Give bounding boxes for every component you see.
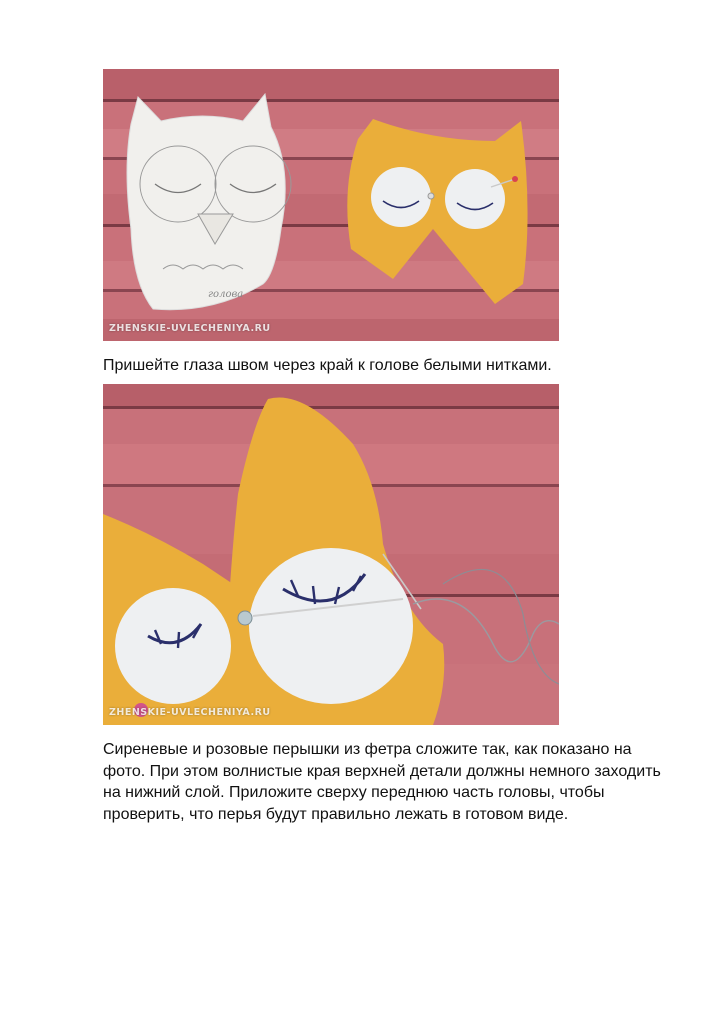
- caption-sew-eyes: Пришейте глаза швом через край к голове белыми нитками.: [103, 357, 552, 374]
- caption-feathers-instructions: Сиреневые и розовые перышки из фетра сложите так, как показано на фото. При этом волнистые края верхней детали должны немного заходить на нижний слой. Приложите сверху переднюю часть головы, чтобы проверить, что перья будут правильно лежать в готовом виде.: [103, 741, 661, 823]
- photo-1-image: [103, 69, 559, 341]
- photo-eyes-closeup: [103, 384, 559, 725]
- watermark: ZHENSKIE-UVLECHENIYA.RU: [109, 323, 271, 334]
- watermark: ZHENSKIE-UVLECHENIYA.RU: [109, 707, 271, 718]
- pattern-label-text: голова: [208, 289, 244, 300]
- photo-2-image: [103, 384, 559, 725]
- photo-owl-pattern-and-felt: [103, 69, 559, 341]
